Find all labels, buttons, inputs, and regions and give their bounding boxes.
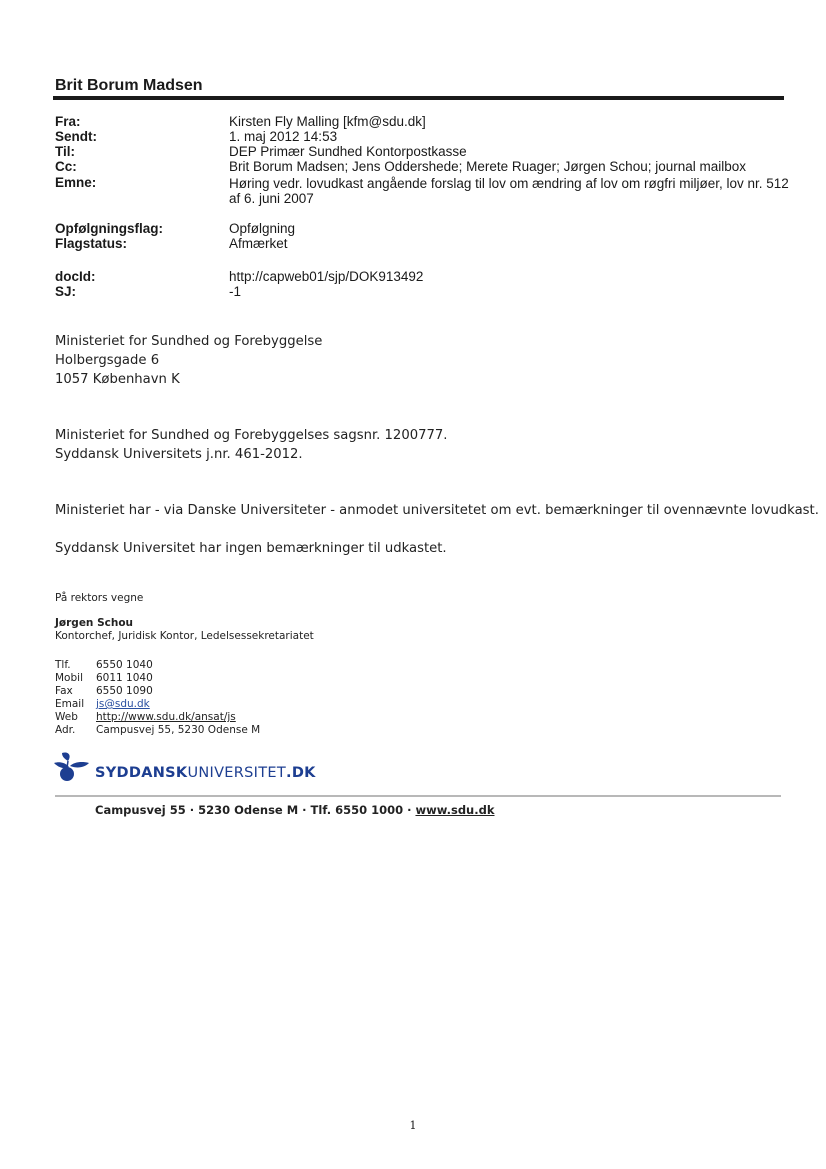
address-line: Holbergsgade 6 xyxy=(55,353,160,368)
signature-role: Kontorchef, Juridisk Kontor, Ledelsessekretariatet xyxy=(55,630,314,642)
footer-address: Campusvej 55 · 5230 Odense M · Tlf. 6550 1000 · www.sdu.dk xyxy=(95,803,495,817)
signature-name: Jørgen Schou xyxy=(55,617,134,629)
ministry-case-number: Ministeriet for Sundhed og Forebyggelses sagsnr. 1200777. xyxy=(55,428,448,443)
field-value-subject: Høring vedr. lovudkast angående forslag til lov om ændring af lov om røgfri miljøer, lov nr. 512 af 6. juni 2007 xyxy=(229,176,789,206)
field-value-from: Kirsten Fly Malling [kfm@sdu.dk] xyxy=(229,114,426,129)
sdu-logo-wordmark: SYDDANSKUNIVERSITET.DK xyxy=(95,765,316,781)
field-label-from: Fra: xyxy=(55,114,81,129)
sdu-logo-icon xyxy=(52,749,92,783)
university-journal-number: Syddansk Universitets j.nr. 461-2012. xyxy=(55,447,303,462)
footer-divider xyxy=(55,795,781,797)
page-number: 1 xyxy=(409,1119,417,1132)
field-value-cc: Brit Borum Madsen; Jens Oddershede; Merete Ruager; Jørgen Schou; journal mailbox xyxy=(229,159,747,174)
body-paragraph: Syddansk Universitet har ingen bemærkninger til udkastet. xyxy=(55,541,447,556)
field-value-sent: 1. maj 2012 14:53 xyxy=(229,129,338,144)
field-label-sj: SJ: xyxy=(55,284,77,299)
field-label-followup-flag: Opfølgningsflag: xyxy=(55,221,163,236)
contact-row-email: Email js@sdu.dk xyxy=(55,698,150,710)
field-label-subject: Emne: xyxy=(55,175,97,190)
sender-name-heading: Brit Borum Madsen xyxy=(55,77,203,94)
contact-details xyxy=(55,659,375,739)
footer-website-link[interactable]: www.sdu.dk xyxy=(415,803,495,817)
web-link[interactable]: http://www.sdu.dk/ansat/js xyxy=(96,711,236,723)
field-label-docid: docId: xyxy=(55,269,96,284)
address-line: 1057 København K xyxy=(55,372,180,387)
contact-row-web: Web http://www.sdu.dk/ansat/js xyxy=(55,711,236,723)
field-label-cc: Cc: xyxy=(55,159,77,174)
recipient-address xyxy=(55,332,322,389)
field-value-to: DEP Primær Sundhed Kontorpostkasse xyxy=(229,144,467,159)
contact-row-phone: Tlf. 6550 1040 xyxy=(55,659,153,671)
email-link[interactable]: js@sdu.dk xyxy=(96,698,150,710)
field-value-flag-status: Afmærket xyxy=(229,236,288,251)
address-line: Ministeriet for Sundhed og Forebyggelse xyxy=(55,334,323,349)
contact-row-fax: Fax 6550 1090 xyxy=(55,685,153,697)
on-behalf-text: På rektors vegne xyxy=(55,592,144,604)
field-label-sent: Sendt: xyxy=(55,129,97,144)
contact-row-mobile: Mobil 6011 1040 xyxy=(55,672,153,684)
field-value-followup-flag: Opfølgning xyxy=(229,221,296,236)
contact-row-address: Adr. Campusvej 55, 5230 Odense M xyxy=(55,724,261,736)
body-paragraph: Ministeriet har - via Danske Universiteter - anmodet universitetet om evt. bemærkninger til ovennævnte lovudkast. xyxy=(55,503,819,518)
reference-numbers xyxy=(55,426,447,464)
field-value-sj: -1 xyxy=(229,284,242,299)
field-label-flag-status: Flagstatus: xyxy=(55,236,128,251)
header-divider xyxy=(53,96,784,100)
field-value-docid: http://capweb01/sjp/DOK913492 xyxy=(229,269,424,284)
field-label-to: Til: xyxy=(55,144,75,159)
